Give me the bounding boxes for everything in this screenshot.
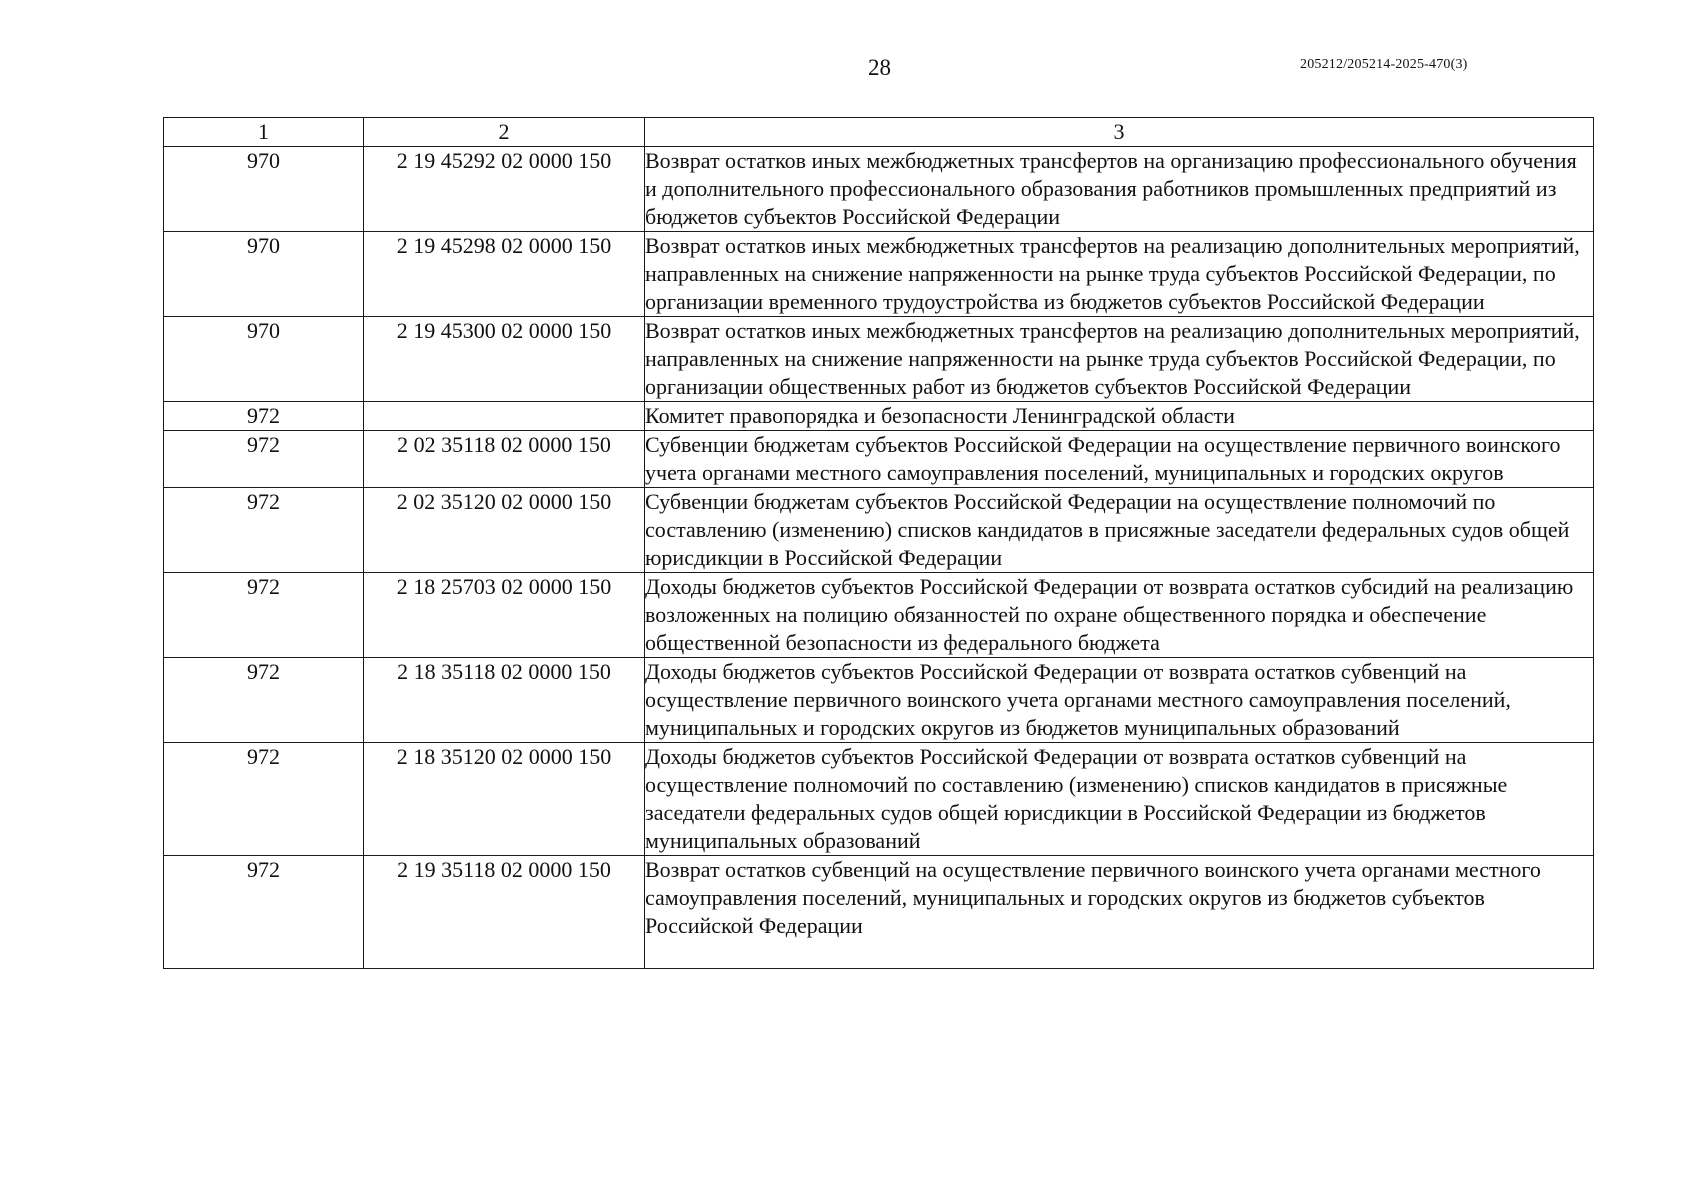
table-row	[164, 488, 1594, 573]
revenue-name-cell: Возврат остатков иных межбюджетных трансфертов на организацию профессионального обучения и дополнительного профессионального образования работников промышленных предприятий из бюджетов субъектов Российской Федерации	[645, 147, 1594, 232]
admin-code-cell: 972	[164, 573, 364, 658]
revenue-name-cell: Доходы бюджетов субъектов Российской Федерации от возврата остатков субвенций на осуществление полномочий по составлению (изменению) списков кандидатов в присяжные заседатели федеральных судов общей юрисдикции в Российской Федерации из бюджетов муниципальных образований	[645, 743, 1594, 856]
table-header-row	[164, 118, 1594, 147]
revenue-name-cell: Доходы бюджетов субъектов Российской Федерации от возврата остатков субсидий на реализацию возложенных на полицию обязанностей по охране общественного порядка и обеспечение общественной безопасности из федерального бюджета	[645, 573, 1594, 658]
document-reference: 205212/205214-2025-470(3)	[1300, 57, 1468, 72]
revenue-name-cell: Возврат остатков иных межбюджетных трансфертов на реализацию дополнительных мероприятий, направленных на снижение напряженности на рынке труда субъектов Российской Федерации, по организации общественных работ из бюджетов субъектов Российской Федерации	[645, 317, 1594, 402]
revenue-code-cell: 2 19 45300 02 0000 150	[364, 317, 645, 402]
revenue-code-cell: 2 02 35120 02 0000 150	[364, 488, 645, 573]
revenue-code-cell: 2 19 35118 02 0000 150	[364, 856, 645, 969]
revenue-name-cell: Доходы бюджетов субъектов Российской Федерации от возврата остатков субвенций на осуществление первичного воинского учета органами местного самоуправления поселений, муниципальных и городских округов из бюджетов муниципальных образований	[645, 658, 1594, 743]
admin-code-cell: 972	[164, 658, 364, 743]
table-row	[164, 743, 1594, 856]
table-row	[164, 147, 1594, 232]
column-header-3: 3	[645, 118, 1594, 147]
table-row	[164, 856, 1594, 969]
revenue-code-cell: 2 02 35118 02 0000 150	[364, 431, 645, 488]
page-number: 28	[868, 55, 891, 80]
revenue-name-cell: Возврат остатков иных межбюджетных трансфертов на реализацию дополнительных мероприятий, направленных на снижение напряженности на рынке труда субъектов Российской Федерации, по организации временного трудоустройства из бюджетов субъектов Российской Федерации	[645, 232, 1594, 317]
admin-code-cell: 972	[164, 488, 364, 573]
budget-codes-table	[163, 117, 1594, 969]
admin-code-cell: 972	[164, 743, 364, 856]
column-header-1: 1	[164, 118, 364, 147]
admin-code-cell: 970	[164, 147, 364, 232]
table-row	[164, 232, 1594, 317]
revenue-code-cell: 2 18 25703 02 0000 150	[364, 573, 645, 658]
revenue-code-cell	[364, 402, 645, 431]
revenue-code-cell: 2 19 45292 02 0000 150	[364, 147, 645, 232]
table-row	[164, 573, 1594, 658]
revenue-name-cell: Субвенции бюджетам субъектов Российской Федерации на осуществление первичного воинского учета органами местного самоуправления поселений, муниципальных и городских округов	[645, 431, 1594, 488]
revenue-code-cell: 2 19 45298 02 0000 150	[364, 232, 645, 317]
admin-code-cell: 972	[164, 856, 364, 969]
revenue-code-cell: 2 18 35120 02 0000 150	[364, 743, 645, 856]
revenue-name-cell: Возврат остатков субвенций на осуществление первичного воинского учета органами местного самоуправления поселений, муниципальных и городских округов из бюджетов субъектов Российской Федерации	[645, 856, 1594, 969]
table-row	[164, 317, 1594, 402]
revenue-name-cell: Комитет правопорядка и безопасности Ленинградской области	[645, 402, 1594, 431]
admin-code-cell: 972	[164, 402, 364, 431]
admin-code-cell: 972	[164, 431, 364, 488]
admin-code-cell: 970	[164, 317, 364, 402]
table-row	[164, 658, 1594, 743]
table-row	[164, 431, 1594, 488]
revenue-code-cell: 2 18 35118 02 0000 150	[364, 658, 645, 743]
column-header-2: 2	[364, 118, 645, 147]
admin-code-cell: 970	[164, 232, 364, 317]
revenue-name-cell: Субвенции бюджетам субъектов Российской Федерации на осуществление полномочий по составлению (изменению) списков кандидатов в присяжные заседатели федеральных судов общей юрисдикции в Российской Федерации	[645, 488, 1594, 573]
table-row	[164, 402, 1594, 431]
